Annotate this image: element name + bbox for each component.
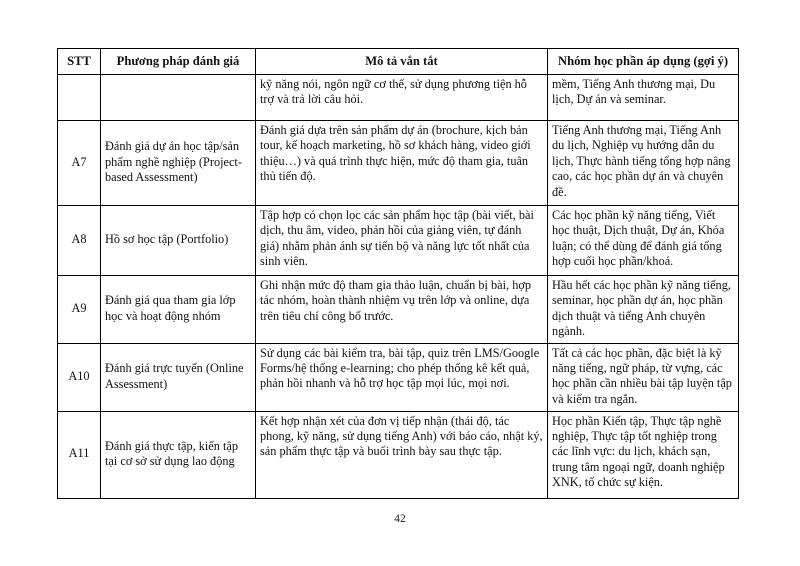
assessment-methods-table	[57, 48, 739, 499]
method-cell: Đánh giá thực tập, kiến tập tại cơ sở sử dụng lao động	[101, 411, 256, 498]
course-group-cell: mềm, Tiếng Anh thương mại, Du lịch, Dự án và seminar.	[548, 75, 739, 121]
page-number: 42	[394, 513, 406, 525]
method-cell: Hồ sơ học tập (Portfolio)	[101, 206, 256, 276]
table-row	[58, 121, 739, 206]
course-group-cell: Tiếng Anh thương mại, Tiếng Anh du lịch, Nghiệp vụ hướng dẫn du lịch, Thực hành tiếng tổng hợp nâng cao, các học phần dự án và chuyên đề.	[548, 121, 739, 206]
row-number-cell: A10	[58, 343, 101, 411]
course-group-cell: Hầu hết các học phần kỹ năng tiếng, seminar, học phần dự án, học phần dịch thuật và tiếng Anh chuyên ngành.	[548, 276, 739, 344]
description-cell: Ghi nhận mức độ tham gia thảo luận, chuẩn bị bài, hợp tác nhóm, hoàn thành nhiệm vụ trên lớp và online, dựa trên tiêu chí công bố trước.	[256, 276, 548, 344]
table-row	[58, 206, 739, 276]
header-course-group: Nhóm học phần áp dụng (gợi ý)	[548, 49, 739, 75]
header-description: Mô tả vắn tắt	[256, 49, 548, 75]
row-number-cell	[58, 75, 101, 121]
method-cell: Đánh giá qua tham gia lớp học và hoạt động nhóm	[101, 276, 256, 344]
row-number-cell: A9	[58, 276, 101, 344]
row-number-cell: A11	[58, 411, 101, 498]
table-row	[58, 75, 739, 121]
header-stt: STT	[58, 49, 101, 75]
table-row	[58, 276, 739, 344]
method-cell	[101, 75, 256, 121]
row-number-cell: A8	[58, 206, 101, 276]
table-body	[58, 75, 739, 499]
method-cell: Đánh giá trực tuyến (Online Assessment)	[101, 343, 256, 411]
description-cell: Sử dụng các bài kiểm tra, bài tập, quiz trên LMS/Google Forms/hệ thống e-learning; cho phép thống kê kết quả, phản hồi nhanh và hỗ trợ học tập mọi lúc, mọi nơi.	[256, 343, 548, 411]
row-number-cell: A7	[58, 121, 101, 206]
table-row	[58, 411, 739, 498]
header-method: Phương pháp đánh giá	[101, 49, 256, 75]
description-cell: kỹ năng nói, ngôn ngữ cơ thể, sử dụng phương tiện hỗ trợ và trả lời câu hỏi.	[256, 75, 548, 121]
course-group-cell: Các học phần kỹ năng tiếng, Viết học thuật, Dịch thuật, Dự án, Khóa luận; có thể dùng để đánh giá tổng hợp cuối học phần/khoá.	[548, 206, 739, 276]
description-cell: Đánh giá dựa trên sản phẩm dự án (brochure, kịch bản tour, kế hoạch marketing, hồ sơ khách hàng, video giới thiệu…) và quá trình thực hiện, mức độ tham gia, tuân thủ tiến độ.	[256, 121, 548, 206]
description-cell: Kết hợp nhận xét của đơn vị tiếp nhận (thái độ, tác phong, kỹ năng, sử dụng tiếng Anh) với báo cáo, nhật ký, sản phẩm thực tập và buổi trình bày sau thực tập.	[256, 411, 548, 498]
method-cell: Đánh giá dự án học tập/sản phẩm nghề nghiệp (Project-based Assessment)	[101, 121, 256, 206]
description-cell: Tập hợp có chọn lọc các sản phẩm học tập (bài viết, bài dịch, thu âm, video, phản hồi của giảng viên, tự đánh giá) nhằm phản ánh sự tiến bộ và năng lực tốt nhất của sinh viên.	[256, 206, 548, 276]
course-group-cell: Tất cả các học phần, đặc biệt là kỹ năng tiếng, ngữ pháp, từ vựng, các học phần cần nhiều bài tập luyện tập và kiểm tra ngắn.	[548, 343, 739, 411]
table-header-row	[58, 49, 739, 75]
course-group-cell: Học phần Kiến tập, Thực tập nghề nghiệp, Thực tập tốt nghiệp trong các lĩnh vực: du lịch, khách sạn, trung tâm ngoại ngữ, doanh nghiệp XNK, tổ chức sự kiện.	[548, 411, 739, 498]
table-row	[58, 343, 739, 411]
